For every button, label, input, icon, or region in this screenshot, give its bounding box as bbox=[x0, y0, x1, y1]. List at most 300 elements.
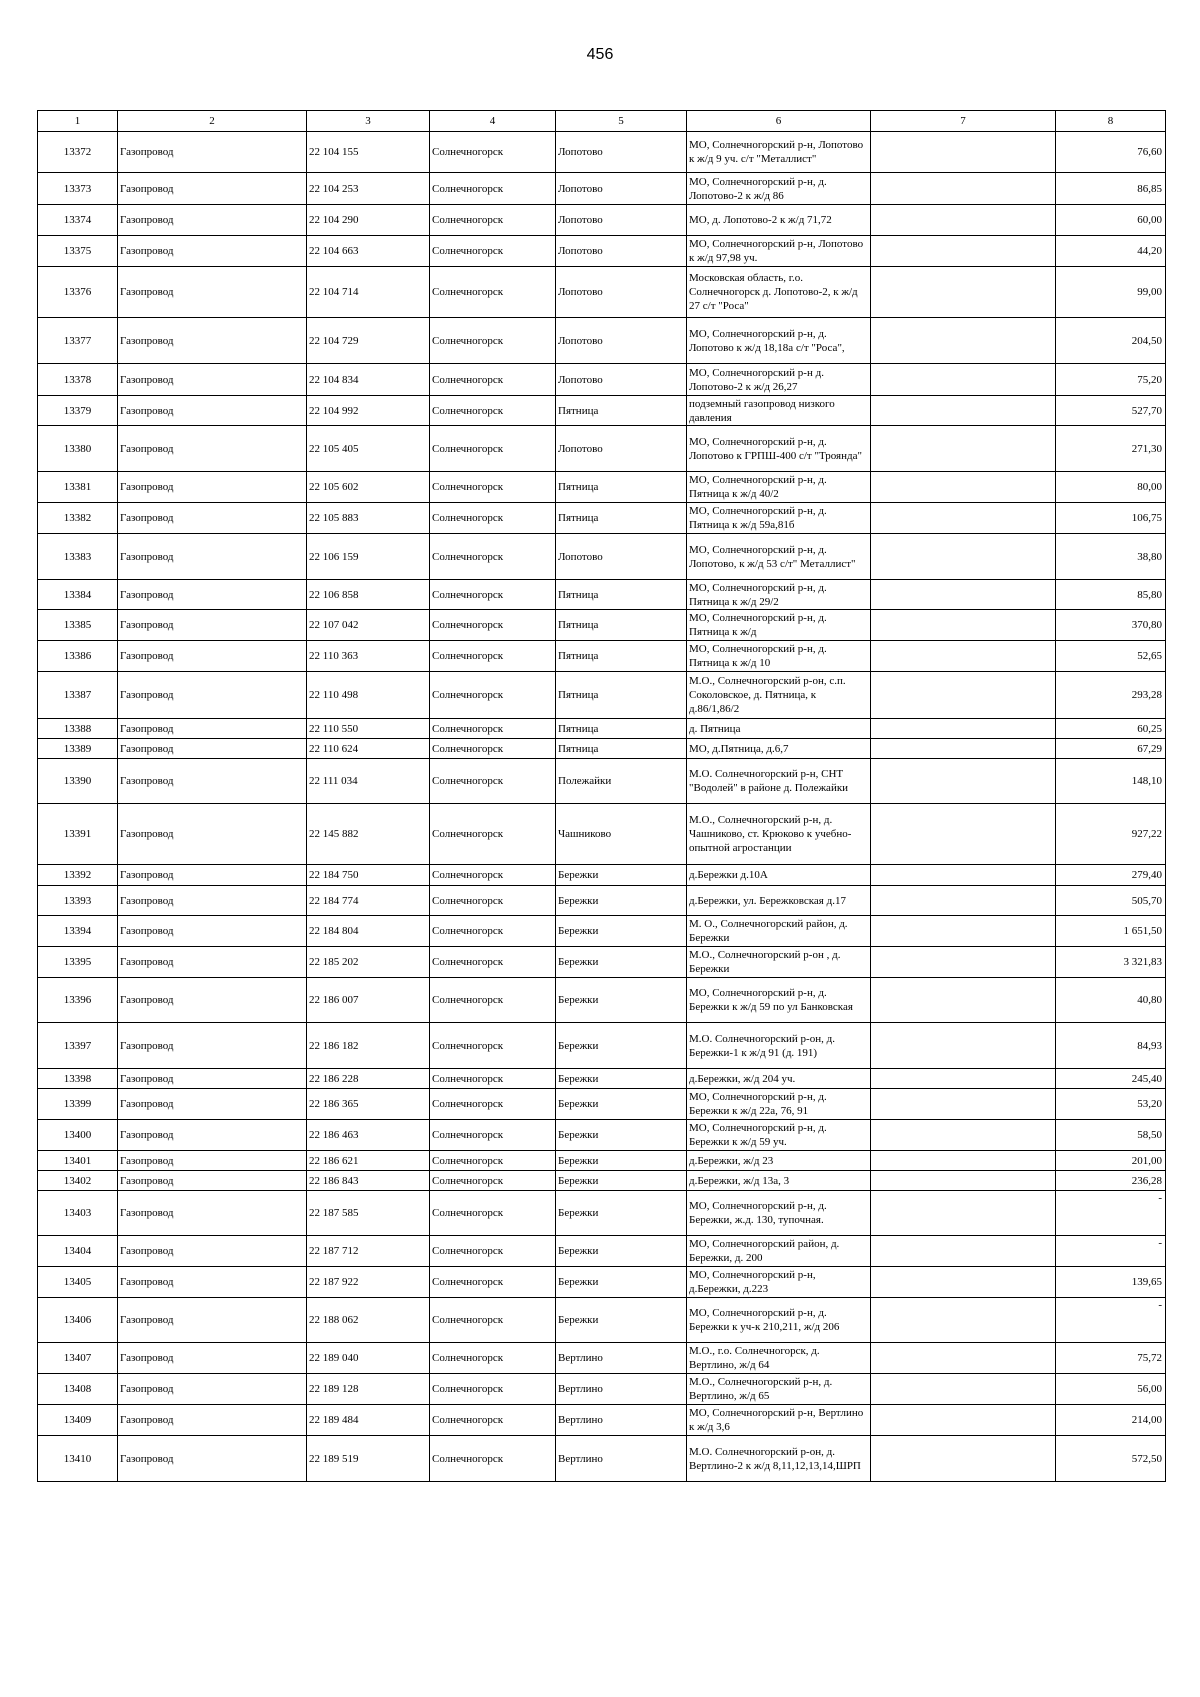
object-code: 22 145 882 bbox=[307, 804, 430, 865]
city-name: Солнечногорск bbox=[430, 886, 556, 916]
address-text: МО, Солнечногорский р-н, д. Лопотово, к ж/д 53 с/т" Металлист" bbox=[687, 534, 871, 580]
object-code: 22 186 621 bbox=[307, 1151, 430, 1171]
column-7-cell bbox=[871, 1191, 1056, 1236]
address-text: М.О. Солнечногорский р-он, д. Бережки-1 к ж/д 91 (д. 191) bbox=[687, 1023, 871, 1069]
object-code: 22 104 729 bbox=[307, 318, 430, 364]
column-7-cell bbox=[871, 503, 1056, 534]
address-text: МО, Солнечногорский р-н, Вертлино к ж/д 3,6 bbox=[687, 1405, 871, 1436]
column-7-cell bbox=[871, 1343, 1056, 1374]
table-row bbox=[38, 1436, 1166, 1482]
locality-name: Вертлино bbox=[556, 1436, 687, 1482]
object-code: 22 185 202 bbox=[307, 947, 430, 978]
object-name: Газопровод bbox=[118, 1023, 307, 1069]
locality-name: Чашниково bbox=[556, 804, 687, 865]
locality-name: Бережки bbox=[556, 916, 687, 947]
object-code: 22 110 624 bbox=[307, 739, 430, 759]
table-row bbox=[38, 978, 1166, 1023]
column-7-cell bbox=[871, 1069, 1056, 1089]
column-7-cell bbox=[871, 580, 1056, 610]
locality-name: Пятница bbox=[556, 472, 687, 503]
address-text: МО, Солнечногорский р-н, д. Бережки к ж/д 59 уч. bbox=[687, 1120, 871, 1151]
row-number: 13380 bbox=[38, 426, 118, 472]
object-name: Газопровод bbox=[118, 759, 307, 804]
city-name: Солнечногорск bbox=[430, 865, 556, 886]
city-name: Солнечногорск bbox=[430, 1191, 556, 1236]
locality-name: Пятница bbox=[556, 580, 687, 610]
table-row bbox=[38, 503, 1166, 534]
city-name: Солнечногорск bbox=[430, 1405, 556, 1436]
address-text: МО, Солнечногорский р-н, д. Лопотово к ГРПШ-400 с/т "Троянда" bbox=[687, 426, 871, 472]
column-7-cell bbox=[871, 1089, 1056, 1120]
row-number: 13410 bbox=[38, 1436, 118, 1482]
table-row bbox=[38, 759, 1166, 804]
column-7-cell bbox=[871, 1436, 1056, 1482]
city-name: Солнечногорск bbox=[430, 267, 556, 318]
object-code: 22 104 290 bbox=[307, 205, 430, 236]
column-header-5: 5 bbox=[556, 111, 687, 132]
address-text: МО, Солнечногорский р-н, Лопотово к ж/д 9 уч. с/т "Металлист" bbox=[687, 132, 871, 173]
length-value: 56,00 bbox=[1056, 1374, 1166, 1405]
object-name: Газопровод bbox=[118, 610, 307, 641]
table-row bbox=[38, 173, 1166, 205]
locality-name: Бережки bbox=[556, 1023, 687, 1069]
object-name: Газопровод bbox=[118, 580, 307, 610]
address-text: МО, Солнечногорский р-н, д. Пятница к ж/д 29/2 bbox=[687, 580, 871, 610]
city-name: Солнечногорск bbox=[430, 759, 556, 804]
row-number: 13388 bbox=[38, 719, 118, 739]
table-row bbox=[38, 1151, 1166, 1171]
table-row bbox=[38, 1267, 1166, 1298]
row-number: 13404 bbox=[38, 1236, 118, 1267]
length-value: 370,80 bbox=[1056, 610, 1166, 641]
table-row bbox=[38, 641, 1166, 672]
locality-name: Пятница bbox=[556, 610, 687, 641]
row-number: 13392 bbox=[38, 865, 118, 886]
row-number: 13374 bbox=[38, 205, 118, 236]
object-name: Газопровод bbox=[118, 1374, 307, 1405]
object-name: Газопровод bbox=[118, 719, 307, 739]
column-7-cell bbox=[871, 804, 1056, 865]
address-text: М. О., Солнечногорский район, д. Бережки bbox=[687, 916, 871, 947]
object-name: Газопровод bbox=[118, 1405, 307, 1436]
column-header-2: 2 bbox=[118, 111, 307, 132]
length-value: 527,70 bbox=[1056, 396, 1166, 426]
length-value: 271,30 bbox=[1056, 426, 1166, 472]
column-7-cell bbox=[871, 1236, 1056, 1267]
object-code: 22 189 519 bbox=[307, 1436, 430, 1482]
row-number: 13398 bbox=[38, 1069, 118, 1089]
column-7-cell bbox=[871, 318, 1056, 364]
city-name: Солнечногорск bbox=[430, 641, 556, 672]
address-text: МО, Солнечногорский р-н, д. Бережки, ж.д. 130, тупочная. bbox=[687, 1191, 871, 1236]
length-value: - bbox=[1056, 1298, 1166, 1343]
city-name: Солнечногорск bbox=[430, 396, 556, 426]
row-number: 13395 bbox=[38, 947, 118, 978]
object-code: 22 105 883 bbox=[307, 503, 430, 534]
table-row bbox=[38, 534, 1166, 580]
locality-name: Пятница bbox=[556, 672, 687, 719]
length-value: - bbox=[1056, 1236, 1166, 1267]
length-value: 60,25 bbox=[1056, 719, 1166, 739]
row-number: 13396 bbox=[38, 978, 118, 1023]
row-number: 13394 bbox=[38, 916, 118, 947]
object-name: Газопровод bbox=[118, 173, 307, 205]
column-7-cell bbox=[871, 610, 1056, 641]
city-name: Солнечногорск bbox=[430, 1267, 556, 1298]
address-text: МО, Солнечногорский р-н, д. Бережки к ж/д 22а, 76, 91 bbox=[687, 1089, 871, 1120]
object-code: 22 106 159 bbox=[307, 534, 430, 580]
object-code: 22 188 062 bbox=[307, 1298, 430, 1343]
table-row bbox=[38, 739, 1166, 759]
object-code: 22 104 834 bbox=[307, 364, 430, 396]
city-name: Солнечногорск bbox=[430, 205, 556, 236]
length-value: 148,10 bbox=[1056, 759, 1166, 804]
object-name: Газопровод bbox=[118, 1267, 307, 1298]
length-value: 293,28 bbox=[1056, 672, 1166, 719]
column-7-cell bbox=[871, 719, 1056, 739]
column-header-4: 4 bbox=[430, 111, 556, 132]
object-code: 22 189 040 bbox=[307, 1343, 430, 1374]
address-text: М.О., Солнечногорский р-н, д. Вертлино, ж/д 65 bbox=[687, 1374, 871, 1405]
city-name: Солнечногорск bbox=[430, 1298, 556, 1343]
page-number: 456 bbox=[586, 46, 614, 63]
locality-name: Бережки bbox=[556, 978, 687, 1023]
table-row bbox=[38, 132, 1166, 173]
column-7-cell bbox=[871, 1171, 1056, 1191]
locality-name: Бережки bbox=[556, 865, 687, 886]
column-header-6: 6 bbox=[687, 111, 871, 132]
object-name: Газопровод bbox=[118, 886, 307, 916]
table-row bbox=[38, 804, 1166, 865]
address-text: М.О., г.о. Солнечногорск, д. Вертлино, ж/д 64 bbox=[687, 1343, 871, 1374]
object-code: 22 110 550 bbox=[307, 719, 430, 739]
address-text: МО, Солнечногорский р-н, д. Пятница к ж/д 40/2 bbox=[687, 472, 871, 503]
address-text: М.О., Солнечногорский р-н, д. Чашниково, ст. Крюково к учебно-опытной агростанции bbox=[687, 804, 871, 865]
object-name: Газопровод bbox=[118, 534, 307, 580]
city-name: Солнечногорск bbox=[430, 426, 556, 472]
column-header-3: 3 bbox=[307, 111, 430, 132]
object-name: Газопровод bbox=[118, 503, 307, 534]
length-value: 279,40 bbox=[1056, 865, 1166, 886]
length-value: 99,00 bbox=[1056, 267, 1166, 318]
address-text: МО, Солнечногорский р-н, д. Пятница к ж/д 59а,81б bbox=[687, 503, 871, 534]
row-number: 13373 bbox=[38, 173, 118, 205]
column-7-cell bbox=[871, 173, 1056, 205]
city-name: Солнечногорск bbox=[430, 472, 556, 503]
object-name: Газопровод bbox=[118, 739, 307, 759]
row-number: 13401 bbox=[38, 1151, 118, 1171]
object-name: Газопровод bbox=[118, 426, 307, 472]
row-number: 13391 bbox=[38, 804, 118, 865]
column-7-cell bbox=[871, 364, 1056, 396]
column-7-cell bbox=[871, 236, 1056, 267]
object-name: Газопровод bbox=[118, 641, 307, 672]
row-number: 13383 bbox=[38, 534, 118, 580]
locality-name: Бережки bbox=[556, 1151, 687, 1171]
table-row bbox=[38, 426, 1166, 472]
length-value: 52,65 bbox=[1056, 641, 1166, 672]
locality-name: Лопотово bbox=[556, 318, 687, 364]
column-7-cell bbox=[871, 1151, 1056, 1171]
city-name: Солнечногорск bbox=[430, 318, 556, 364]
address-text: подземный газопровод низкого давления bbox=[687, 396, 871, 426]
table-row bbox=[38, 1023, 1166, 1069]
object-name: Газопровод bbox=[118, 132, 307, 173]
header-row bbox=[38, 111, 1166, 132]
length-value: 76,60 bbox=[1056, 132, 1166, 173]
object-code: 22 184 774 bbox=[307, 886, 430, 916]
row-number: 13385 bbox=[38, 610, 118, 641]
length-value: 214,00 bbox=[1056, 1405, 1166, 1436]
object-code: 22 105 405 bbox=[307, 426, 430, 472]
length-value: 40,80 bbox=[1056, 978, 1166, 1023]
address-text: МО, Солнечногорский район, д. Бережки, д. 200 bbox=[687, 1236, 871, 1267]
table-row bbox=[38, 396, 1166, 426]
column-header-1: 1 bbox=[38, 111, 118, 132]
row-number: 13381 bbox=[38, 472, 118, 503]
object-name: Газопровод bbox=[118, 947, 307, 978]
row-number: 13387 bbox=[38, 672, 118, 719]
object-name: Газопровод bbox=[118, 916, 307, 947]
locality-name: Лопотово bbox=[556, 205, 687, 236]
city-name: Солнечногорск bbox=[430, 503, 556, 534]
row-number: 13390 bbox=[38, 759, 118, 804]
column-7-cell bbox=[871, 978, 1056, 1023]
table-row bbox=[38, 719, 1166, 739]
length-value: 3 321,83 bbox=[1056, 947, 1166, 978]
length-value: 572,50 bbox=[1056, 1436, 1166, 1482]
column-7-cell bbox=[871, 1267, 1056, 1298]
address-text: МО, Солнечногорский р-н, д. Пятница к ж/д bbox=[687, 610, 871, 641]
row-number: 13379 bbox=[38, 396, 118, 426]
city-name: Солнечногорск bbox=[430, 580, 556, 610]
column-7-cell bbox=[871, 396, 1056, 426]
object-name: Газопровод bbox=[118, 396, 307, 426]
address-text: д.Бережки, ж/д 13а, 3 bbox=[687, 1171, 871, 1191]
row-number: 13372 bbox=[38, 132, 118, 173]
length-value: 67,29 bbox=[1056, 739, 1166, 759]
table-row bbox=[38, 1343, 1166, 1374]
object-code: 22 186 365 bbox=[307, 1089, 430, 1120]
row-number: 13382 bbox=[38, 503, 118, 534]
column-7-cell bbox=[871, 1120, 1056, 1151]
city-name: Солнечногорск bbox=[430, 719, 556, 739]
table-row bbox=[38, 947, 1166, 978]
length-value: 58,50 bbox=[1056, 1120, 1166, 1151]
column-header-8: 8 bbox=[1056, 111, 1166, 132]
locality-name: Вертлино bbox=[556, 1405, 687, 1436]
row-number: 13393 bbox=[38, 886, 118, 916]
locality-name: Пятница bbox=[556, 396, 687, 426]
locality-name: Бережки bbox=[556, 1171, 687, 1191]
object-name: Газопровод bbox=[118, 804, 307, 865]
table-row bbox=[38, 236, 1166, 267]
table-row bbox=[38, 1374, 1166, 1405]
row-number: 13397 bbox=[38, 1023, 118, 1069]
length-value: 38,80 bbox=[1056, 534, 1166, 580]
column-7-cell bbox=[871, 739, 1056, 759]
locality-name: Бережки bbox=[556, 1069, 687, 1089]
object-code: 22 110 363 bbox=[307, 641, 430, 672]
object-code: 22 189 128 bbox=[307, 1374, 430, 1405]
column-7-cell bbox=[871, 1374, 1056, 1405]
address-text: МО, Солнечногорский р-н, д. Бережки к уч-к 210,211, ж/д 206 bbox=[687, 1298, 871, 1343]
locality-name: Полежайки bbox=[556, 759, 687, 804]
row-number: 13406 bbox=[38, 1298, 118, 1343]
city-name: Солнечногорск bbox=[430, 1374, 556, 1405]
row-number: 13378 bbox=[38, 364, 118, 396]
city-name: Солнечногорск bbox=[430, 1151, 556, 1171]
address-text: д.Бережки, ж/д 23 bbox=[687, 1151, 871, 1171]
city-name: Солнечногорск bbox=[430, 132, 556, 173]
length-value: 75,20 bbox=[1056, 364, 1166, 396]
table-row bbox=[38, 580, 1166, 610]
object-name: Газопровод bbox=[118, 1191, 307, 1236]
row-number: 13405 bbox=[38, 1267, 118, 1298]
city-name: Солнечногорск bbox=[430, 610, 556, 641]
table-row bbox=[38, 472, 1166, 503]
object-code: 22 184 750 bbox=[307, 865, 430, 886]
locality-name: Лопотово bbox=[556, 173, 687, 205]
row-number: 13402 bbox=[38, 1171, 118, 1191]
object-code: 22 107 042 bbox=[307, 610, 430, 641]
city-name: Солнечногорск bbox=[430, 804, 556, 865]
address-text: МО, Солнечногорский р-н, д. Бережки к ж/д 59 по ул Банковская bbox=[687, 978, 871, 1023]
locality-name: Пятница bbox=[556, 739, 687, 759]
address-text: д.Бережки д.10А bbox=[687, 865, 871, 886]
object-code: 22 189 484 bbox=[307, 1405, 430, 1436]
table-body bbox=[38, 132, 1166, 1482]
table-row bbox=[38, 1089, 1166, 1120]
row-number: 13400 bbox=[38, 1120, 118, 1151]
row-number: 13376 bbox=[38, 267, 118, 318]
locality-name: Вертлино bbox=[556, 1374, 687, 1405]
table-row bbox=[38, 1405, 1166, 1436]
column-7-cell bbox=[871, 916, 1056, 947]
column-7-cell bbox=[871, 672, 1056, 719]
column-7-cell bbox=[871, 267, 1056, 318]
table-row bbox=[38, 672, 1166, 719]
object-code: 22 105 602 bbox=[307, 472, 430, 503]
object-name: Газопровод bbox=[118, 1343, 307, 1374]
locality-name: Бережки bbox=[556, 1267, 687, 1298]
column-7-cell bbox=[871, 1023, 1056, 1069]
object-code: 22 186 182 bbox=[307, 1023, 430, 1069]
table-row bbox=[38, 267, 1166, 318]
length-value: 236,28 bbox=[1056, 1171, 1166, 1191]
object-name: Газопровод bbox=[118, 267, 307, 318]
locality-name: Лопотово bbox=[556, 132, 687, 173]
registry-table bbox=[37, 110, 1166, 1482]
address-text: МО, Солнечногорский р-н д. Лопотово-2 к ж/д 26,27 bbox=[687, 364, 871, 396]
address-text: МО, Солнечногорский р-н, Лопотово к ж/д 97,98 уч. bbox=[687, 236, 871, 267]
locality-name: Бережки bbox=[556, 1236, 687, 1267]
address-text: д. Пятница bbox=[687, 719, 871, 739]
table-row bbox=[38, 1191, 1166, 1236]
object-code: 22 104 663 bbox=[307, 236, 430, 267]
length-value: 75,72 bbox=[1056, 1343, 1166, 1374]
length-value: 85,80 bbox=[1056, 580, 1166, 610]
object-code: 22 111 034 bbox=[307, 759, 430, 804]
length-value: 245,40 bbox=[1056, 1069, 1166, 1089]
city-name: Солнечногорск bbox=[430, 1089, 556, 1120]
object-code: 22 186 007 bbox=[307, 978, 430, 1023]
object-code: 22 186 463 bbox=[307, 1120, 430, 1151]
city-name: Солнечногорск bbox=[430, 947, 556, 978]
object-name: Газопровод bbox=[118, 1236, 307, 1267]
column-7-cell bbox=[871, 472, 1056, 503]
object-code: 22 187 712 bbox=[307, 1236, 430, 1267]
locality-name: Бережки bbox=[556, 886, 687, 916]
city-name: Солнечногорск bbox=[430, 1120, 556, 1151]
row-number: 13375 bbox=[38, 236, 118, 267]
length-value: 201,00 bbox=[1056, 1151, 1166, 1171]
length-value: 139,65 bbox=[1056, 1267, 1166, 1298]
length-value: 106,75 bbox=[1056, 503, 1166, 534]
locality-name: Лопотово bbox=[556, 534, 687, 580]
locality-name: Лопотово bbox=[556, 364, 687, 396]
object-name: Газопровод bbox=[118, 672, 307, 719]
locality-name: Пятница bbox=[556, 719, 687, 739]
column-header-7: 7 bbox=[871, 111, 1056, 132]
locality-name: Вертлино bbox=[556, 1343, 687, 1374]
city-name: Солнечногорск bbox=[430, 1023, 556, 1069]
city-name: Солнечногорск bbox=[430, 1236, 556, 1267]
object-code: 22 106 858 bbox=[307, 580, 430, 610]
object-code: 22 186 843 bbox=[307, 1171, 430, 1191]
column-7-cell bbox=[871, 947, 1056, 978]
address-text: МО, Солнечногорский р-н, д.Бережки, д.223 bbox=[687, 1267, 871, 1298]
row-number: 13399 bbox=[38, 1089, 118, 1120]
locality-name: Лопотово bbox=[556, 267, 687, 318]
object-code: 22 187 922 bbox=[307, 1267, 430, 1298]
column-7-cell bbox=[871, 534, 1056, 580]
address-text: М.О., Солнечногорский р-он , д. Бережки bbox=[687, 947, 871, 978]
length-value: 80,00 bbox=[1056, 472, 1166, 503]
locality-name: Пятница bbox=[556, 503, 687, 534]
length-value: 86,85 bbox=[1056, 173, 1166, 205]
city-name: Солнечногорск bbox=[430, 534, 556, 580]
object-name: Газопровод bbox=[118, 865, 307, 886]
locality-name: Бережки bbox=[556, 1089, 687, 1120]
city-name: Солнечногорск bbox=[430, 1436, 556, 1482]
column-7-cell bbox=[871, 759, 1056, 804]
address-text: МО, Солнечногорский р-н, д. Пятница к ж/д 10 bbox=[687, 641, 871, 672]
column-7-cell bbox=[871, 132, 1056, 173]
locality-name: Бережки bbox=[556, 1298, 687, 1343]
object-name: Газопровод bbox=[118, 236, 307, 267]
length-value: 1 651,50 bbox=[1056, 916, 1166, 947]
table-row bbox=[38, 1171, 1166, 1191]
table-row bbox=[38, 1120, 1166, 1151]
locality-name: Лопотово bbox=[556, 426, 687, 472]
address-text: д.Бережки, ж/д 204 уч. bbox=[687, 1069, 871, 1089]
table-row bbox=[38, 1298, 1166, 1343]
object-name: Газопровод bbox=[118, 318, 307, 364]
table-row bbox=[38, 886, 1166, 916]
length-value: 60,00 bbox=[1056, 205, 1166, 236]
object-code: 22 184 804 bbox=[307, 916, 430, 947]
object-name: Газопровод bbox=[118, 364, 307, 396]
column-7-cell bbox=[871, 1298, 1056, 1343]
length-value: - bbox=[1056, 1191, 1166, 1236]
locality-name: Бережки bbox=[556, 1191, 687, 1236]
length-value: 44,20 bbox=[1056, 236, 1166, 267]
row-number: 13409 bbox=[38, 1405, 118, 1436]
table-row bbox=[38, 916, 1166, 947]
table-row bbox=[38, 205, 1166, 236]
object-name: Газопровод bbox=[118, 472, 307, 503]
